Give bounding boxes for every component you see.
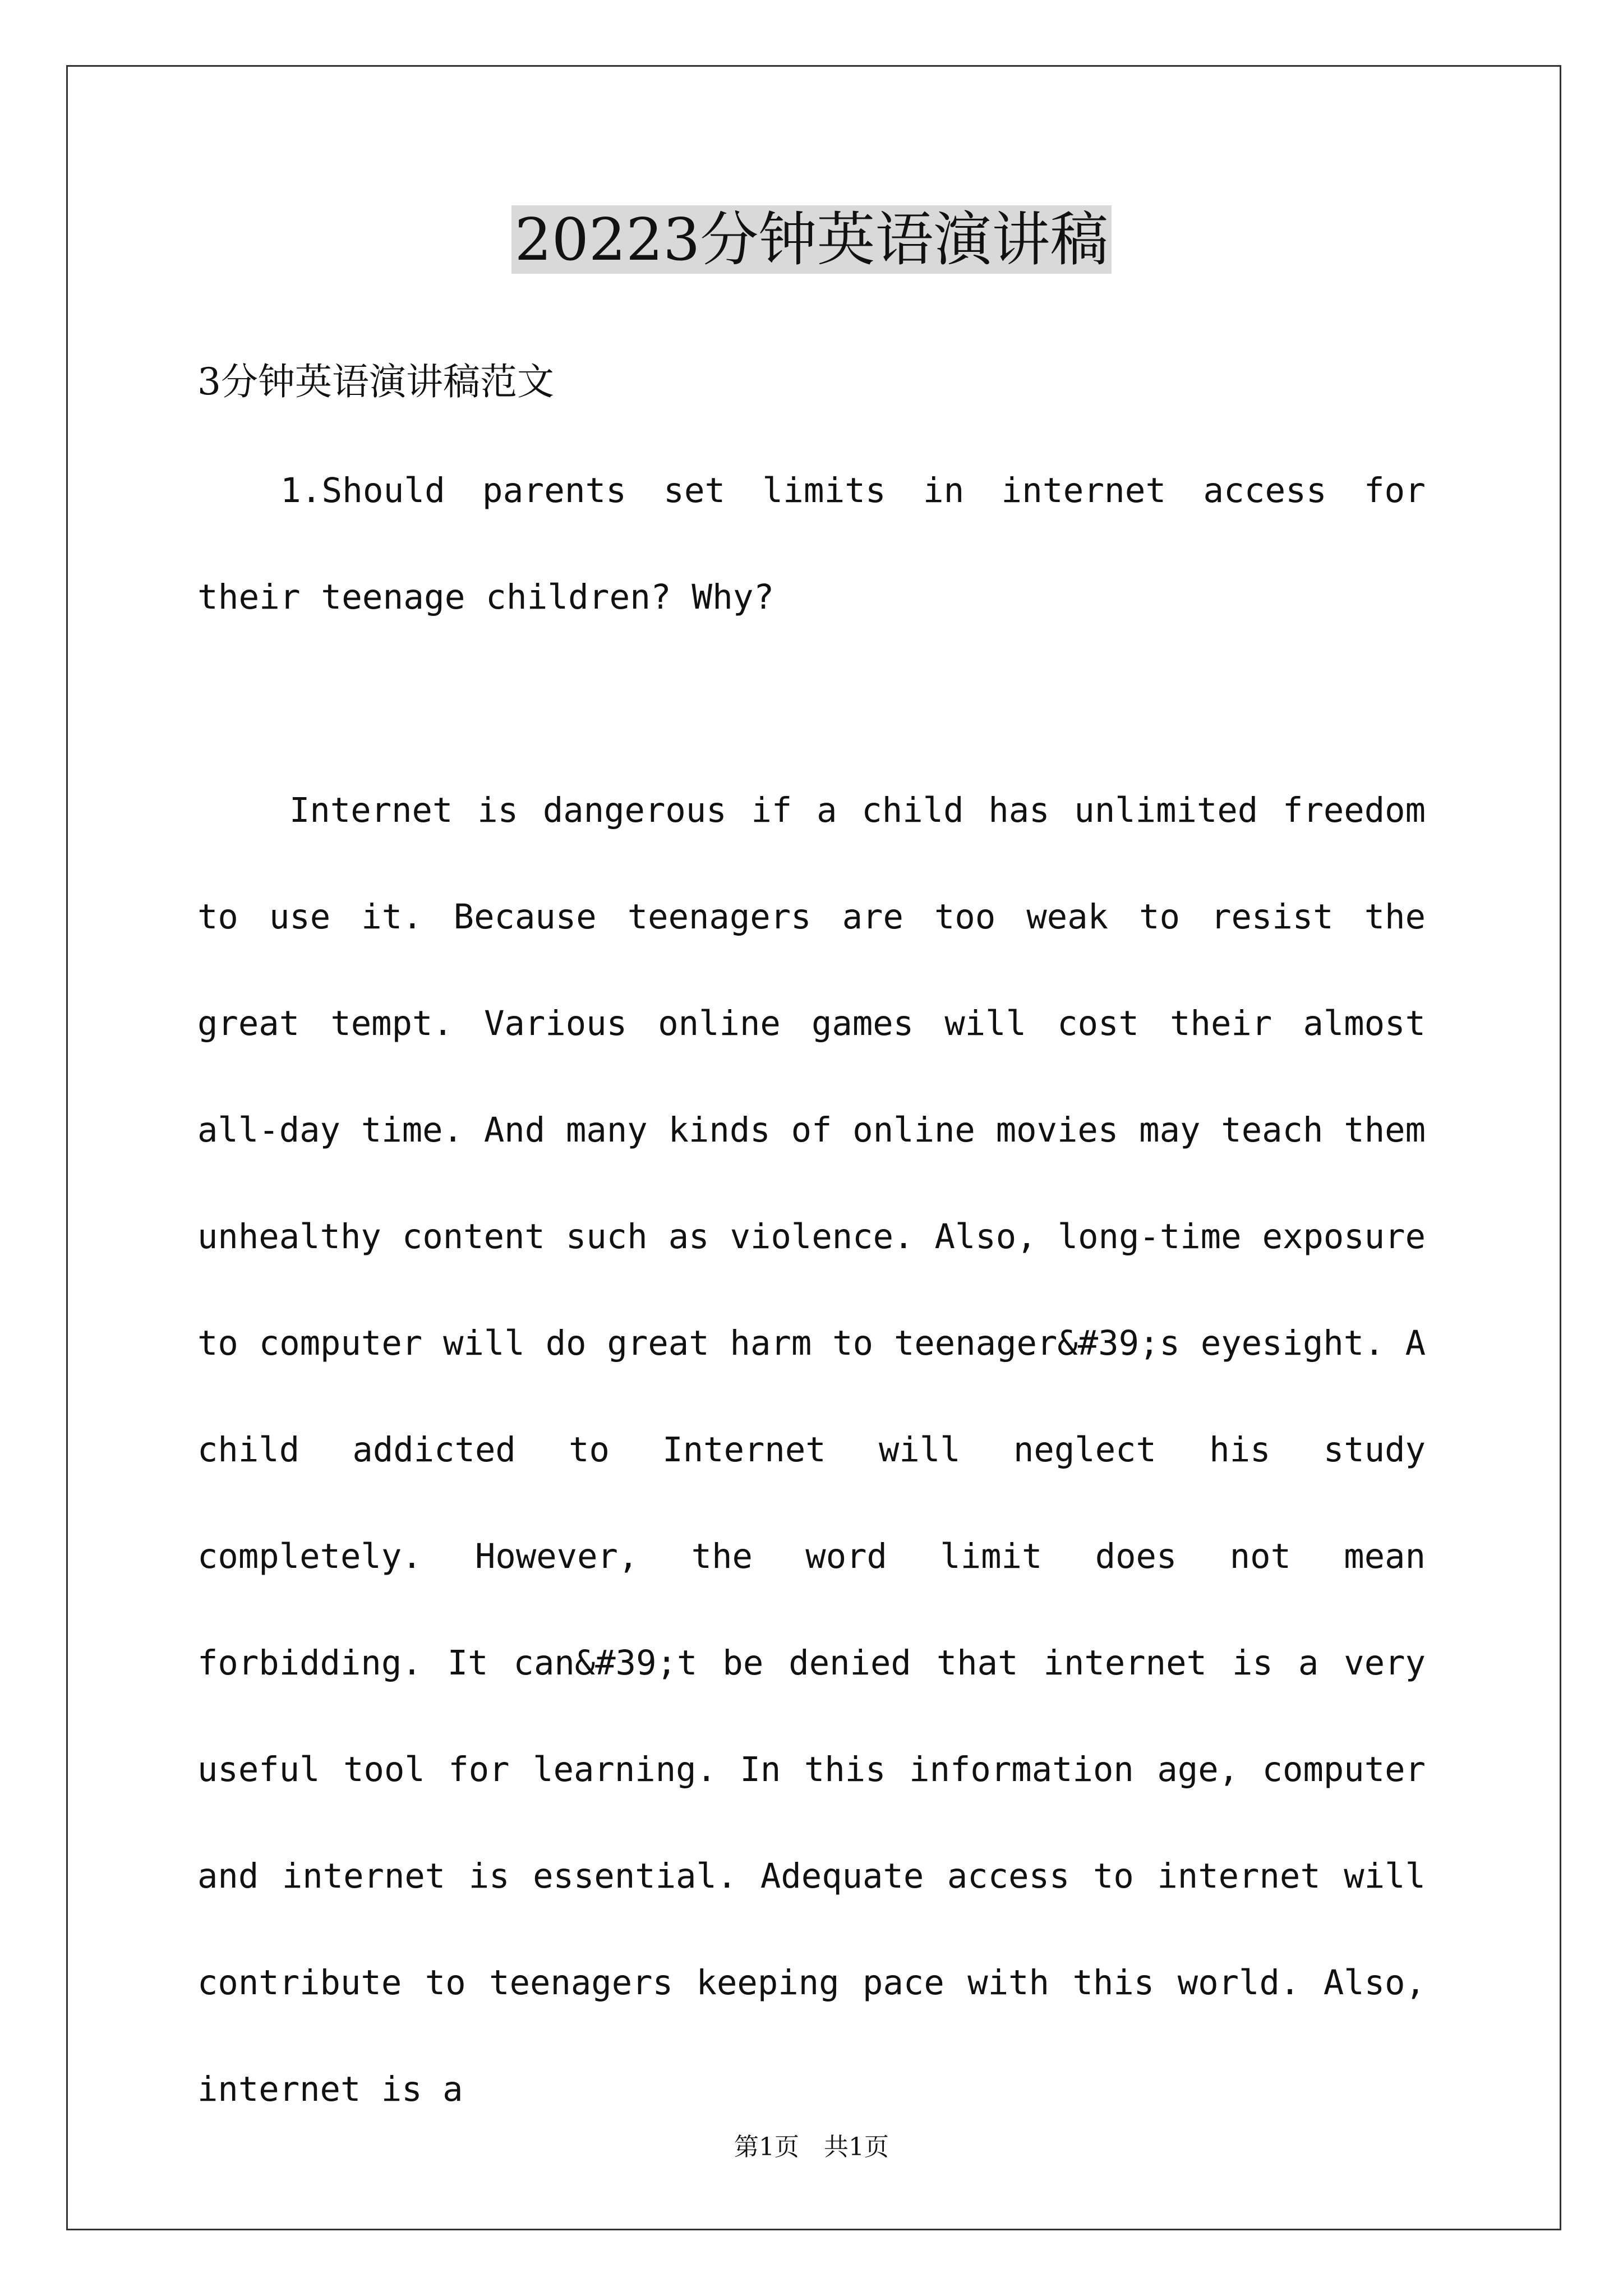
document-title	[0, 200, 1623, 279]
page-footer: 第1页 共1页	[734, 2133, 889, 2161]
body-paragraph: Internet is dangerous if a child has unlimited freedom to use it. Because teenagers are too weak to resist the great tempt. Various online games will cost their almost all-day time. And many kinds of online movies may teach them unhealthy content such as violence. Also, long-time exposure to computer will do great harm to teenager&#39;s eyesight. A child addicted to Internet will neglect his study completely. However, the word limit does not mean forbidding. It can&#39;t be denied that internet is a very useful tool for learning. In this information age, computer and internet is essential. Adequate access to internet will contribute to teenagers keeping pace with this world. Also, internet is a	[197, 791, 1426, 2109]
question-paragraph: 1.Should parents set limits in internet access for their teenage children? Why?	[197, 471, 1426, 617]
document-subtitle: 3分钟英语演讲稿范文	[197, 360, 554, 403]
document-title-text: 20223分钟英语演讲稿	[511, 205, 1112, 274]
